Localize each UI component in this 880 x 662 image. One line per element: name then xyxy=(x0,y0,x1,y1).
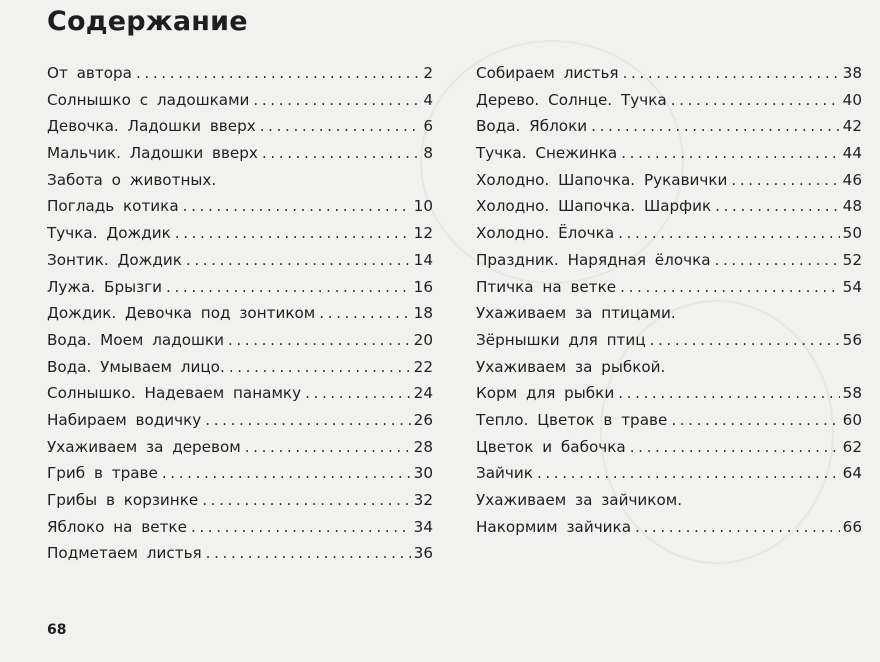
toc-entry-page: 44 xyxy=(842,144,862,163)
toc-entry xyxy=(47,544,433,571)
toc-entry xyxy=(47,144,433,171)
toc-entry xyxy=(476,278,862,305)
toc-entry xyxy=(47,251,433,278)
toc-entry xyxy=(476,64,862,91)
toc-leader-dots xyxy=(253,91,420,109)
toc-entry-page: 28 xyxy=(413,437,433,456)
toc-entry-page: 34 xyxy=(413,517,433,536)
toc-entry xyxy=(47,278,433,305)
toc-entry-page: 36 xyxy=(413,544,433,563)
toc-left-column xyxy=(47,64,433,571)
toc-entry xyxy=(47,304,433,331)
toc-entry-page: 20 xyxy=(413,330,433,349)
toc-entry xyxy=(476,171,862,198)
toc-entry-title: Девочка. Ладошки вверх xyxy=(47,117,256,136)
toc-entry-title: Холодно. Шапочка. Шарфик xyxy=(476,197,712,216)
toc-entry-title: Гриб в траве xyxy=(47,464,158,483)
toc-leader-dots xyxy=(635,518,840,536)
toc-leader-dots xyxy=(537,464,840,482)
toc-entry xyxy=(476,251,862,278)
toc-entry-page: 56 xyxy=(842,330,862,349)
toc-entry-title: Вода. Яблоки xyxy=(476,117,588,136)
toc-entry xyxy=(476,117,862,144)
toc-leader-dots xyxy=(630,438,840,456)
toc-entry xyxy=(47,64,433,91)
toc-leader-dots xyxy=(650,331,840,349)
toc-entry-title: Собираем листья xyxy=(476,64,619,82)
toc-leader-dots xyxy=(229,358,411,376)
toc-leader-dots xyxy=(591,117,840,135)
toc-entry-title: Грибы в корзинке xyxy=(47,491,199,509)
toc-leader-dots xyxy=(202,491,410,509)
toc-entry-page: 32 xyxy=(413,491,433,509)
toc-entry-title: Вода. Моем ладошки xyxy=(47,330,224,349)
toc-entry xyxy=(476,384,862,411)
toc-entry-title: Яблоко на ветке xyxy=(47,517,187,536)
toc-entry-page: 58 xyxy=(842,384,862,403)
toc-entry xyxy=(47,197,433,224)
toc-entry-page: 2 xyxy=(423,64,433,82)
toc-entry-title: Зёрнышки для птиц xyxy=(476,330,646,349)
toc-entry-title: Зонтик. Дождик xyxy=(47,250,182,269)
toc-entry-title: Дерево. Солнце. Тучка xyxy=(476,90,667,109)
toc-leader-dots xyxy=(671,91,840,109)
toc-entry xyxy=(476,304,862,331)
toc-entry-page: 26 xyxy=(413,410,433,429)
toc-entry-page: 40 xyxy=(842,90,862,109)
toc-entry-title: Цветок и бабочка xyxy=(476,437,626,456)
toc-entry xyxy=(476,144,862,171)
toc-leader-dots xyxy=(621,144,839,162)
toc-entry-page: 62 xyxy=(842,437,862,456)
toc-entry-page: 42 xyxy=(842,117,862,136)
toc-leader-dots xyxy=(183,197,411,215)
page-number: 68 xyxy=(47,622,67,638)
toc-leader-dots xyxy=(166,278,411,296)
toc-entry-title: Тепло. Цветок в траве xyxy=(476,410,668,429)
toc-entry xyxy=(47,411,433,438)
toc-entry-title: Ухаживаем за птицами. xyxy=(476,304,676,323)
toc-entry-page: 10 xyxy=(413,197,433,216)
toc-leader-dots xyxy=(623,64,840,82)
toc-entry-title: Накормим зайчика xyxy=(476,517,632,536)
toc-entry xyxy=(476,438,862,465)
toc-leader-dots xyxy=(319,304,410,322)
toc-entry xyxy=(47,171,433,198)
toc-entry-page: 54 xyxy=(842,277,862,296)
toc-entry-title: Солнышко с ладошками xyxy=(47,90,250,109)
toc-entry-page: 60 xyxy=(842,410,862,429)
toc-entry-title: Ухаживаем за деревом xyxy=(47,437,241,456)
toc-entry xyxy=(476,91,862,118)
toc-leader-dots xyxy=(715,251,840,269)
toc-entry xyxy=(47,331,433,358)
toc-entry-page: 46 xyxy=(842,170,862,189)
toc-entry-title: Погладь котика xyxy=(47,197,179,216)
toc-entry xyxy=(47,518,433,545)
toc-entry xyxy=(47,491,433,518)
toc-leader-dots xyxy=(262,144,420,162)
toc-entry-page: 18 xyxy=(413,304,433,323)
toc-entry-title: Солнышко. Надеваем панамку xyxy=(47,384,302,403)
toc-entry-title: Тучка. Дождик xyxy=(47,224,171,243)
toc-leader-dots xyxy=(228,331,411,349)
toc-leader-dots xyxy=(305,384,411,402)
toc-entry xyxy=(476,358,862,385)
toc-entry-title: Забота о животных. xyxy=(47,170,217,189)
toc-entry xyxy=(476,411,862,438)
toc-entry-title: От автора xyxy=(47,64,132,82)
toc-leader-dots xyxy=(618,384,839,402)
toc-entry xyxy=(47,358,433,385)
toc-entry-title: Ухаживаем за зайчиком. xyxy=(476,491,683,509)
toc-leader-dots xyxy=(136,64,420,82)
toc-leader-dots xyxy=(671,411,839,429)
toc-entry-title: Птичка на ветке xyxy=(476,277,617,296)
toc-entry xyxy=(476,518,862,545)
toc-entry xyxy=(476,224,862,251)
toc-right-column xyxy=(476,64,862,544)
toc-entry-page: 22 xyxy=(413,357,433,376)
toc-entry-page: 8 xyxy=(423,144,433,163)
toc-entry-page: 64 xyxy=(842,464,862,483)
toc-entry-title: Тучка. Снежинка xyxy=(476,144,618,163)
toc-entry-page: 66 xyxy=(842,517,862,536)
toc-leader-dots xyxy=(245,438,411,456)
toc-entry-title: Ухаживаем за рыбкой. xyxy=(476,357,666,376)
toc-entry xyxy=(47,224,433,251)
page-title: Содержание xyxy=(47,6,248,37)
toc-leader-dots xyxy=(175,224,411,242)
toc-leader-dots xyxy=(186,251,411,269)
toc-entry-title: Набираем водичку xyxy=(47,410,202,429)
toc-leader-dots xyxy=(618,224,840,242)
toc-entry-title: Холодно. Ёлочка xyxy=(476,224,615,243)
toc-leader-dots xyxy=(731,171,839,189)
toc-entry-page: 48 xyxy=(842,197,862,216)
toc-entry xyxy=(47,384,433,411)
toc-entry-title: Подметаем листья xyxy=(47,544,202,563)
toc-entry xyxy=(476,197,862,224)
toc-entry-page: 6 xyxy=(423,117,433,136)
toc-entry-title: Праздник. Нарядная ёлочка xyxy=(476,250,711,269)
toc-entry-page: 16 xyxy=(413,277,433,296)
toc-entry xyxy=(476,331,862,358)
toc-leader-dots xyxy=(206,544,411,562)
toc-entry-page: 52 xyxy=(842,250,862,269)
toc-entry-page: 50 xyxy=(842,224,862,243)
toc-entry xyxy=(476,464,862,491)
toc-entry-title: Дождик. Девочка под зонтиком xyxy=(47,304,316,323)
toc-entry-title: Лужа. Брызги xyxy=(47,277,163,296)
toc-leader-dots xyxy=(162,464,411,482)
toc-leader-dots xyxy=(260,117,421,135)
toc-entry-page: 14 xyxy=(413,250,433,269)
toc-entry-page: 4 xyxy=(423,90,433,109)
toc-entry-page: 12 xyxy=(413,224,433,243)
toc-leader-dots xyxy=(715,197,840,215)
toc-entry-title: Корм для рыбки xyxy=(476,384,615,403)
toc-leader-dots xyxy=(205,411,410,429)
toc-entry-title: Мальчик. Ладошки вверх xyxy=(47,144,258,163)
toc-entry-page: 30 xyxy=(413,464,433,483)
toc-entry xyxy=(47,91,433,118)
toc-entry-page: 24 xyxy=(413,384,433,403)
toc-leader-dots xyxy=(191,518,411,536)
toc-entry-title: Холодно. Шапочка. Рукавички xyxy=(476,170,728,189)
toc-entry-title: Зайчик xyxy=(476,464,533,483)
toc-entry-title: Вода. Умываем лицо. xyxy=(47,357,225,376)
toc-entry xyxy=(47,117,433,144)
toc-entry xyxy=(476,491,862,518)
toc-entry xyxy=(47,438,433,465)
toc-entry xyxy=(47,464,433,491)
toc-entry-page: 38 xyxy=(842,64,862,82)
toc-leader-dots xyxy=(620,278,840,296)
